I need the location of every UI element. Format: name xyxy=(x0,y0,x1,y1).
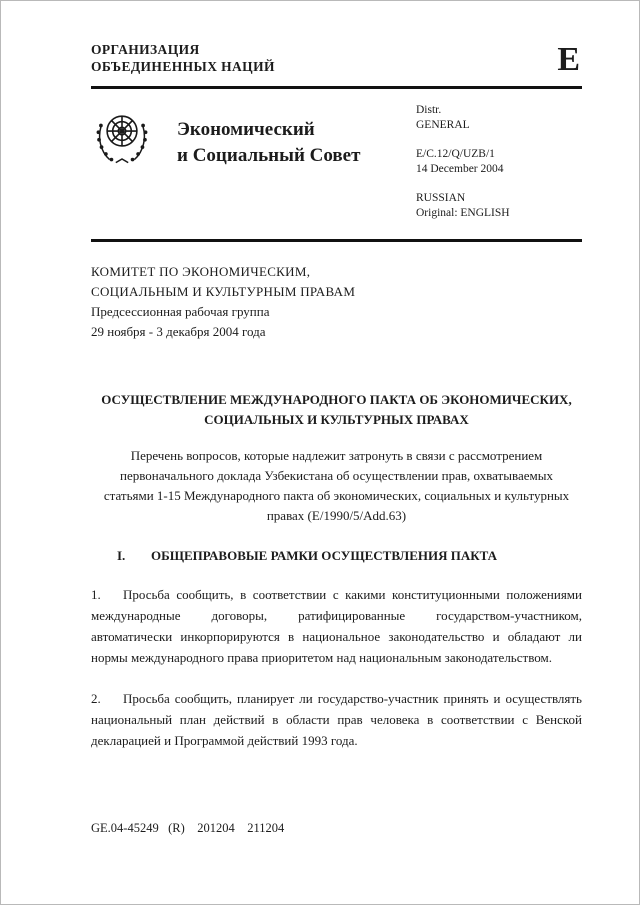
document-title-line1: ОСУЩЕСТВЛЕНИЕ МЕЖДУНАРОДНОГО ПАКТА ОБ ЭКОНОМИЧЕСКИХ, xyxy=(101,392,572,407)
paragraph-number: 2. xyxy=(91,691,101,706)
document-subtitle: Перечень вопросов, которые надлежит затронуть в связи с рассмотрением первоначального доклада Узбекистана об осуществлении прав, охватываемых статьями 1-15 Международного пакта об экономических, социальных и культурных правах (E/1990/5/Add.63) xyxy=(103,448,570,523)
council-title-line2: и Социальный Совет xyxy=(177,145,361,166)
section-heading xyxy=(91,548,582,564)
paragraph-text: Просьба сообщить, в соответствии с какими конституционными положениями международные договоры, ратифицированные государством-участником, автоматически инкорпорируются в национальное законодательство и обладают ли нормы международного права приоритетом над национальным законодательством. xyxy=(91,587,582,665)
document-series-letter: E xyxy=(557,41,580,78)
council-title-line1: Экономический xyxy=(177,119,315,140)
org-name-line2: ОБЪЕДИНЕННЫХ НАЦИЙ xyxy=(91,59,275,74)
distr-group xyxy=(416,103,582,133)
committee-line1: КОМИТЕТ ПО ЭКОНОМИЧЕСКИМ, xyxy=(91,264,311,279)
footer-reference: GE.04-45249 (R) 201204 211204 xyxy=(91,821,285,835)
session-dates: 29 ноября - 3 декабря 2004 года xyxy=(91,324,266,339)
document-symbol: E/C.12/Q/UZB/1 xyxy=(416,148,495,160)
committee-block xyxy=(91,262,582,342)
distr-value: GENERAL xyxy=(416,119,470,131)
divider-top xyxy=(91,86,582,89)
section-title: ОБЩЕПРАВОВЫЕ РАМКИ ОСУЩЕСТВЛЕНИЯ ПАКТА xyxy=(151,548,498,563)
banner xyxy=(91,103,582,235)
section-number: I. xyxy=(117,548,126,563)
original-language: Original: ENGLISH xyxy=(416,207,510,219)
document-title xyxy=(91,390,582,430)
paragraph xyxy=(91,584,582,668)
paragraph xyxy=(91,688,582,751)
document-date: 14 December 2004 xyxy=(416,163,504,175)
distribution-block xyxy=(416,103,582,235)
committee-line2: СОЦИАЛЬНЫМ И КУЛЬТУРНЫМ ПРАВАМ xyxy=(91,284,356,299)
divider-bottom xyxy=(91,239,582,242)
distr-label: Distr. xyxy=(416,104,442,116)
document-title-line2: СОЦИАЛЬНЫХ И КУЛЬТУРНЫХ ПРАВАХ xyxy=(204,412,469,427)
paragraph-text: Просьба сообщить, планирует ли государство-участник принять и осуществлять национальный план действий в области прав человека в соответствии с Венской декларацией и Программой действий 1993 года. xyxy=(91,691,582,748)
header xyxy=(91,41,582,77)
working-group-line: Предсессионная рабочая группа xyxy=(91,304,270,319)
org-name-line1: ОРГАНИЗАЦИЯ xyxy=(91,42,200,57)
language-group xyxy=(416,191,582,221)
language: RUSSIAN xyxy=(416,192,466,204)
un-emblem-icon xyxy=(91,105,153,167)
paragraph-number: 1. xyxy=(91,587,101,602)
council-title xyxy=(177,117,360,169)
symbol-group xyxy=(416,147,582,177)
org-name xyxy=(91,41,275,75)
